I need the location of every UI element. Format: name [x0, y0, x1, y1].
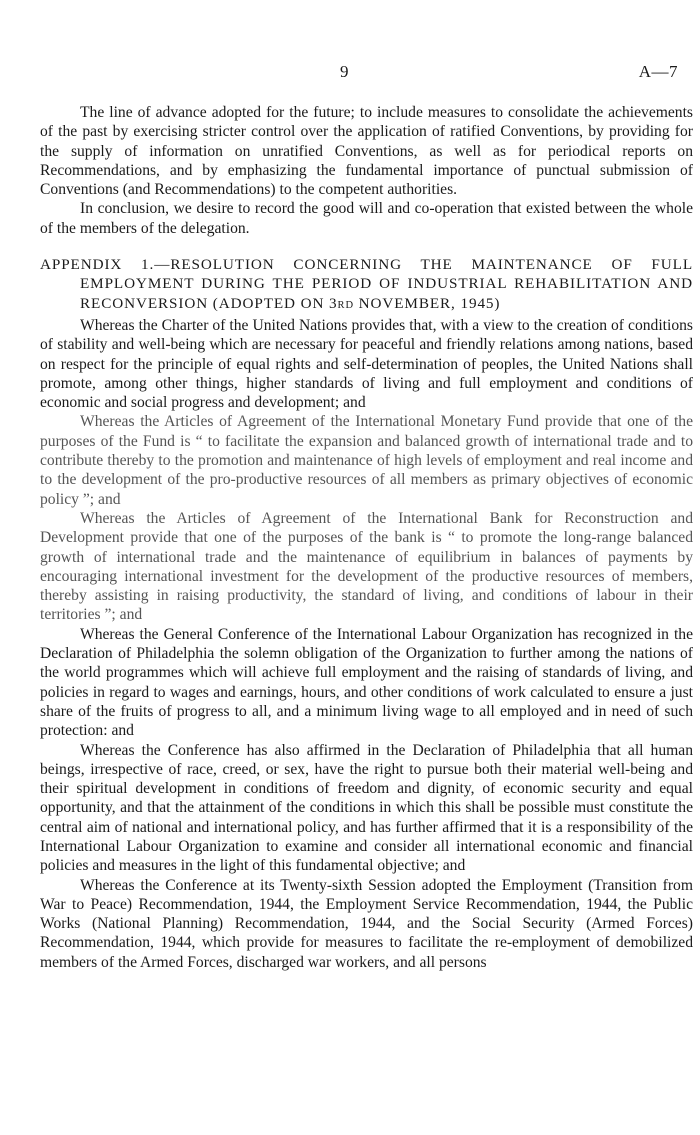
- appendix-heading-ordinal: RD: [337, 299, 354, 311]
- section-spacer: [40, 238, 693, 255]
- section-mark: A—7: [638, 62, 678, 81]
- appendix-heading-main: APPENDIX 1.—RESOLUTION CONCERNING THE MAINTENANCE OF FULL EMPLOYMENT DURING THE PERIOD OF INDUSTRIAL REHABILITATION AND RECONVERSION (ADOPTED ON 3: [40, 256, 693, 312]
- intro-paragraph-2: In conclusion, we desire to record the good will and co-operation that existed between the whole of the members of the delegation.: [40, 200, 693, 237]
- whereas-paragraph-3: Whereas the Articles of Agreement of the International Bank for Reconstruction and Development provide that one of the purposes of the bank is “ to promote the long-range balanced growth of international trade and the maintenance of equilibrium in balances of payments by encouraging international investment for the development of the productive resources of members, thereby assisting in raising productivity, the standard of living, and conditions of labour in their territories ”; and: [40, 509, 693, 624]
- page-number: 9: [340, 62, 349, 81]
- whereas-paragraph-5: Whereas the Conference has also affirmed in the Declaration of Philadelphia that all human beings, irrespective of race, creed, or sex, have the right to pursue both their material well-being and their spiritual development in conditions of freedom and dignity, of economic security and equal opportunity, and that the attainment of the conditions in which this shall be possible must constitute the central aim of national and international policy, and has further affirmed that it is a responsibility of the International Labour Organization to examine and consider all international economic and financial policies and measures in the light of this fundamental objective; and: [40, 741, 693, 875]
- appendix-heading-tail: NOVEMBER, 1945): [353, 294, 501, 312]
- appendix-heading: [40, 255, 693, 315]
- whereas-paragraph-6: Whereas the Conference at its Twenty-sixth Session adopted the Employment (Transition from War to Peace) Recommendation, 1944, the Employment Service Recommendation, 1944, the Public Works (National Planning) Recommendation, 1944, and the Social Security (Armed Forces) Recommendation, 1944, which provide for measures to facilitate the re-employment of demobilized members of the Armed Forces, discharged war workers, and all persons: [40, 876, 693, 971]
- intro-paragraph-1: The line of advance adopted for the future; to include measures to consolidate the achievements of the past by exercising stricter control over the application of ratified Conventions, by providing for the supply of information on unratified Conventions, as well as for periodical reports on Recommendations, and by emphasizing the fundamental importance of punctual submission of Conventions (and Recommendations) to the competent authorities.: [40, 104, 693, 199]
- whereas-paragraph-1: Whereas the Charter of the United Nations provides that, with a view to the creation of conditions of stability and well-being which are necessary for peaceful and friendly relations among nations, based on respect for the principle of equal rights and self-determination of peoples, the United Nations shall promote, among other things, higher standards of living and full employment and conditions of economic and social progress and development; and: [40, 316, 693, 412]
- whereas-paragraph-4: Whereas the General Conference of the International Labour Organization has recognized in the Declaration of Philadelphia the solemn obligation of the Organization to further among the nations of the world programmes which will achieve full employment and the raising of standards of living, and policies in regard to wages and earnings, hours, and other conditions of work calculated to ensure a just share of the fruits of progress to all, and a minimum living wage to all employed and in need of such protection: and: [40, 625, 693, 740]
- whereas-paragraph-2: Whereas the Articles of Agreement of the International Monetary Fund provide that one of the purposes of the Fund is “ to facilitate the expansion and balanced growth of international trade and to contribute thereby to the promotion and maintenance of high levels of employment and real income and to the development of the pro-productive resources of all members as primary objectives of economic policy ”; and: [40, 413, 693, 508]
- page-body: [40, 103, 693, 972]
